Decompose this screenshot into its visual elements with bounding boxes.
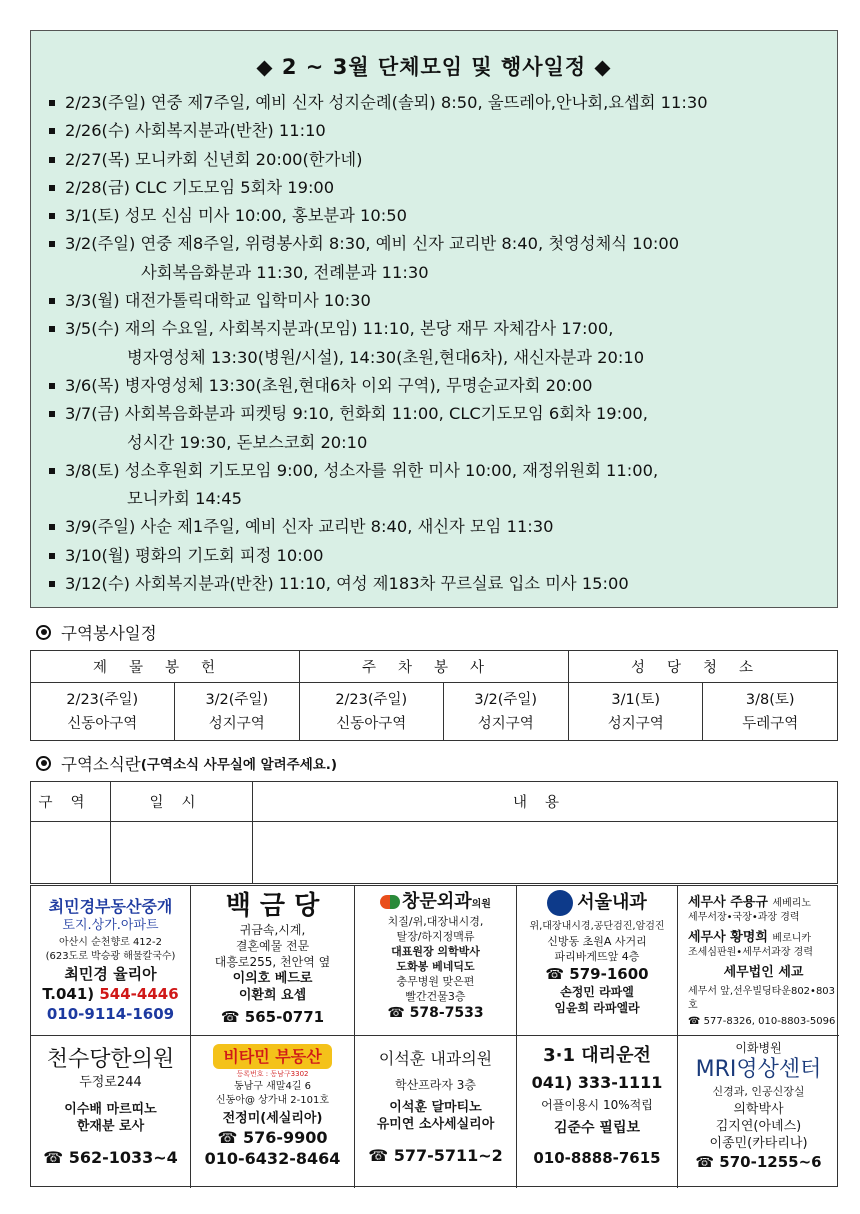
news-cell (31, 822, 111, 884)
circle-bullet-icon (36, 756, 51, 771)
schedule-title: ◆ 2 ~ 3월 단체모임 및 행사일정 ◆ (256, 55, 612, 79)
duty-cell: 3/8(토) 두레구역 (703, 683, 838, 741)
duty-cell: 2/23(주일) 신동아구역 (299, 683, 443, 741)
clinic-emblem-icon (547, 890, 573, 916)
duty-header: 성당청소 (568, 651, 837, 683)
schedule-item: 2/26(수) 사회복지분과(반찬) 11:10 (49, 117, 837, 145)
ad-real-estate-choi: 최민경부동산중개 토지.상가.아파트 아산시 순천향로 412-2 (623도로 박승광 해물칼국수) 최민경 율리아 T.041) 544-4446 010-9114-1609 (31, 886, 191, 1036)
news-heading: 구역소식란 (구역소식 사무실에 알려주세요.) (36, 751, 337, 775)
ad-31-designated-driver: 3·1 대리운전 041) 333-1111 어플이용시 10%적립 김준수 필립보 010-8888-7615 (517, 1036, 678, 1188)
schedule-item: 2/28(금) CLC 기도모임 5회차 19:00 (49, 174, 837, 202)
news-cell (253, 822, 838, 884)
ad-mri-center: 이화병원 MRI영상센터 신경과, 인공신장실 의학박사 김지연(아녜스) 이종민(카타리나) ☎ 570-1255~6 (695, 1041, 822, 1171)
schedule-item: 3/5(수) 재의 수요일, 사회복지분과(모임) 11:10, 본당 재무 자체감사 17:00, 병자영성체 13:30(병원/시설), 14:30(초원,현대6차), 새신자분과 20:10 (49, 315, 837, 372)
ad-seoul-clinic: 서울내과 위,대장내시경,공단검진,암검진 신방동 초원A 사거리 파리바게뜨앞 4층 ☎ 579-1600 손정민 라파엘 임윤희 라파엘라 (517, 886, 678, 1036)
schedule-item: 3/3(월) 대전가톨릭대학교 입학미사 10:30 (49, 287, 837, 315)
duty-cell: 3/1(토) 성지구역 (568, 683, 703, 741)
duty-cell: 2/23(주일) 신동아구역 (31, 683, 175, 741)
news-header: 구역 (31, 782, 111, 822)
clinic-logo-icon (380, 895, 400, 909)
news-table (30, 781, 838, 884)
duty-header: 제물봉헌 (31, 651, 300, 683)
schedule-item: 2/27(목) 모니카회 신년회 20:00(한가네) (49, 146, 837, 174)
schedule-item: 3/8(토) 성소후원회 기도모임 9:00, 성소자를 위한 미사 10:00, 재정위원회 11:00, 모니카회 14:45 (49, 457, 837, 514)
schedule-item: 3/7(금) 사회복음화분과 피켓팅 9:10, 헌화회 11:00, CLC기도모임 6회차 19:00, 성시간 19:30, 돈보스코회 20:10 (49, 400, 837, 457)
event-schedule-box (30, 30, 838, 608)
ad-tax-office: 세무사 주용규 세베리노 세무서장•국장•과장 경력 세무사 황명희 베로니카 조세심판원•세무서과장 경력 세무법인 세교 세무서 앞,선우빌딩타운802•803호 ☎ 577-8326, 010-8803-5096 (678, 886, 839, 1036)
ad-baekgeumdang: 백 금 당 귀금속,시계, 결혼예물 전문 대흥로255, 천안역 옆 이의호 베드로 이환희 요셉 ☎ 565-0771 (191, 886, 355, 1036)
schedule-item: 2/23(주일) 연중 제7주일, 예비 신자 성지순례(솔뫼) 8:50, 울뜨레아,안나회,요셉회 11:30 (49, 89, 837, 117)
schedule-item: 3/12(수) 사회복지분과(반찬) 11:10, 여성 제183차 꾸르실료 입소 미사 15:00 (49, 570, 837, 598)
schedule-item: 3/6(목) 병자영성체 13:30(초원,현대6차 이외 구역), 무명순교자회 20:00 (49, 372, 837, 400)
ad-vitamin-realestate: 비타민 부동산 등록번호 : 동남구3302 동남구 새말4길 6 신동아@ 상가내 2-101호 전정미(세실리아) ☎ 576-9900 010-6432-8464 (191, 1036, 355, 1188)
ad-lee-internal-clinic: 이석훈 내과의원 학산프라자 3층 이석훈 달마티노 유미연 소사세실리아 ☎ 577-5711~2 (355, 1036, 517, 1188)
news-cell (111, 822, 253, 884)
ad-changmun-surgery: 창문외과의원 치질/위,대장내시경, 탈장/하지정맥류 대표원장 의학박사 도화봉 베네딕도 충무병원 맞은편 빨간건물3층 ☎ 578-7533 (355, 886, 517, 1036)
duty-cell: 3/2(주일) 성지구역 (174, 683, 299, 741)
schedule-item: 3/2(주일) 연중 제8주일, 위령봉사회 8:30, 예비 신자 교리반 8:40, 첫영성체식 10:00 사회복음화분과 11:30, 전례분과 11:30 (49, 230, 837, 287)
news-header: 내용 (253, 782, 838, 822)
duty-heading: 구역봉사일정 (36, 620, 157, 644)
schedule-item: 3/1(토) 성모 신심 미사 10:00, 홍보분과 10:50 (49, 202, 837, 230)
schedule-item: 3/9(주일) 사순 제1주일, 예비 신자 교리반 8:40, 새신자 모임 11:30 (49, 513, 837, 541)
schedule-item: 3/10(월) 평화의 기도회 피정 10:00 (49, 542, 837, 570)
schedule-list (31, 89, 837, 598)
circle-bullet-icon (36, 625, 51, 640)
duty-table (30, 650, 838, 741)
duty-cell: 3/2(주일) 성지구역 (443, 683, 568, 741)
ad-cheonsudang: 천수당한의원 두정로244 이수배 마르띠노 한재분 로사 ☎ 562-1033~4 (31, 1036, 191, 1188)
duty-header: 주차봉사 (299, 651, 568, 683)
ads-grid (30, 885, 838, 1187)
news-header: 일시 (111, 782, 253, 822)
